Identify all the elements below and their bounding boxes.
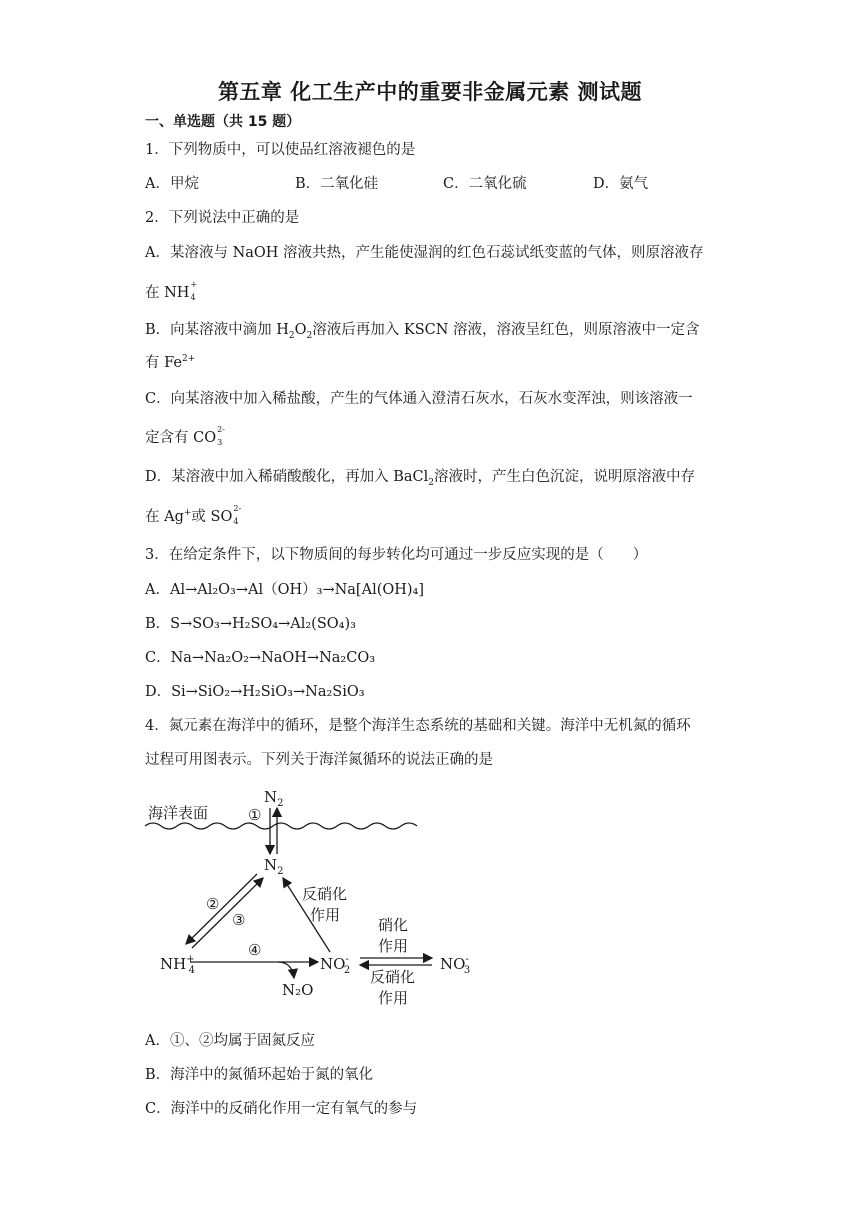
q4-stem-line2: 过程可用图表示。下列关于海洋氮循环的说法正确的是 [145,752,493,768]
q3-stem: 3．在给定条件下，以下物质间的每步转化均可通过一步反应实现的是（ ） [145,547,648,563]
q4-option-c: C．海洋中的反硝化作用一定有氧气的参与 [145,1101,418,1117]
reaction-3-label: ③ [232,911,246,929]
nitrification-label-1: 硝化 [378,916,409,934]
q2-option-d-so4: 或 SO [191,509,233,525]
n2-dissolved: $N_2$ [264,856,284,877]
reaction-1-label: ① [248,806,262,824]
q3-option-a: A．Al→Al₂O₃→Al（OH）₃→Na[Al(OH)₄] [145,582,425,598]
reaction-4-label: ④ [248,941,262,959]
q2-option-d-ag: 在 Ag [145,509,184,525]
n2-atmosphere: $N_2$ [264,788,284,809]
denitrification-label-4: 作用 [378,989,409,1007]
q4-option-a: A．①、②均属于固氮反应 [145,1033,315,1049]
reaction-2-label: ② [206,895,220,913]
q1-option-c: C．二氧化硫 [443,176,527,192]
nitrate-node: NO-3 [440,954,471,976]
denitrification-label-2: 作用 [310,906,341,924]
q2-stem: 2．下列说法中正确的是 [145,210,300,226]
q4-option-b: B．海洋中的氮循环起始于氮的氧化 [145,1067,374,1083]
q2-option-a-text: 在 NH [145,285,190,301]
nitrification-label-2: 作用 [378,937,409,955]
q1-option-d: D．氨气 [593,176,649,192]
arrow-n2-to-nh4 [186,874,257,944]
section-heading: 一、单选题（共 15 题） [145,114,301,130]
q1-stem: 1．下列物质中，可以使品红溶液褪色的是 [145,142,416,158]
sea-surface-wave [145,823,417,829]
q2-option-d-line2: 在 Ag+或 SO 2- 4 [145,504,242,526]
q2-option-a-line1: A．某溶液与 NaOH 溶液共热，产生能使湿润的红色石蕊试纸变蓝的气体，则原溶液存 [145,245,704,261]
q4-stem-line1: 4．氮元素在海洋中的循环，是整个海洋生态系统的基础和关键。海洋中无机氮的循环 [145,718,691,734]
arrow-nh4-to-n2 [192,878,263,948]
denitrification-label-1: 反硝化 [302,885,348,903]
nitrite-node: NO-2 [320,954,351,976]
q2-option-b-text-rest: 溶液后再加入 KSCN 溶液，溶液呈红色，则原溶液中一定含 [312,322,700,338]
q3-option-c: C．Na→Na₂O₂→NaOH→Na₂CO₃ [145,650,376,666]
q2-option-d-text-rest: 溶液时，产生白色沉淀，说明原溶液中存 [434,469,695,485]
ammonium-node: NH+ 4 [160,954,195,976]
denitrification-label-3: 反硝化 [370,968,416,986]
ammonium-charge: + 4 [190,280,198,302]
sea-surface-label: 海洋表面 [148,804,209,822]
q2-option-b-charge: 2+ [181,354,196,365]
q3-option-d: D．Si→SiO₂→H₂SiO₃→Na₂SiO₃ [145,684,365,700]
q2-option-b-line1: B．向某溶液中滴加 $H_2O_2$溶液后再加入 KSCN 溶液，溶液呈红色，则原溶液中一定含 [145,322,700,341]
page-title: 第五章 化工生产中的重要非金属元素 测试题 [217,80,643,104]
q1-option-a: A．甲烷 [145,176,199,192]
carbonate-charge: 2- 3 [217,425,225,447]
q1-option-b: B．二氧化硅 [295,176,379,192]
q2-option-b-ion: 有 Fe [145,355,182,371]
arrow-to-n2o [278,962,294,978]
q2-option-d-text: D．某溶液中加入稀硝酸酸化，再加入 BaCl [145,469,429,485]
q2-option-c-text: 定含有 CO [145,430,217,446]
q2-option-b-text: B．向某溶液中滴加 H [145,322,289,338]
q2-option-d-line1: D．某溶液中加入稀硝酸酸化，再加入 BaCl$_2$溶液时，产生白色沉淀，说明原溶液中存 [145,469,695,488]
sulfate-charge: 2- 4 [233,504,242,526]
q3-option-b: B．S→SO₃→H₂SO₄→Al₂(SO₄)₃ [145,616,356,632]
n2o-node: N₂O [282,981,314,999]
q2-option-c-line1: C．向某溶液中加入稀盐酸，产生的气体通入澄清石灰水，石灰水变浑浊，则该溶液一 [145,391,693,407]
